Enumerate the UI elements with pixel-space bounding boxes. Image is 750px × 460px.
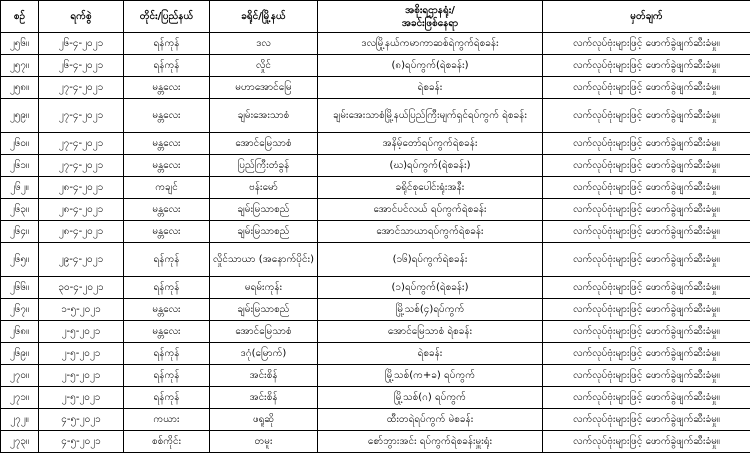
cell-township: အောင်မြေသာစံ <box>210 321 318 343</box>
cell-no: ၂၆၀။ <box>1 133 39 155</box>
cell-location: ခရိုင်စုပေါင်းရုံးအနီး <box>318 177 543 199</box>
cell-region: ရန်ကုန် <box>124 55 210 77</box>
cell-location: ရဲစခန်း <box>318 343 543 365</box>
cell-township: အင်းစိန် <box>210 387 318 409</box>
cell-no: ၂၇၁။ <box>1 387 39 409</box>
cell-remarks: လက်လုပ်ဗုံးများဖြင့် ဖောက်ခွဲဖျက်ဆီးခံမှု။ <box>543 77 750 99</box>
cell-no: ၂၅၉။ <box>1 99 39 133</box>
cell-region: ရန်ကုန် <box>124 33 210 55</box>
table-row <box>1 33 750 55</box>
cell-no: ၂၆၅။ <box>1 243 39 277</box>
table-row <box>1 99 750 133</box>
cell-region: ရန်ကုန် <box>124 243 210 277</box>
cell-region: မန္တလေး <box>124 155 210 177</box>
cell-region: ရန်ကုန် <box>124 343 210 365</box>
cell-date: ၂၇-၄-၂၀၂၁ <box>39 77 124 99</box>
cell-region: မန္တလေး <box>124 77 210 99</box>
cell-location: ဒလမြို့နယ်ကမာကာဆစ်ရဲကွက်ရဲစခန်း <box>318 33 543 55</box>
cell-township: အောင်မြေသာစံ <box>210 133 318 155</box>
cell-township: လှိုင်သာယာ (အနောက်ပိုင်း) <box>210 243 318 277</box>
cell-remarks: လက်လုပ်ဗုံးများဖြင့် ဖောက်ခွဲဖျက်ဆီးခံမှု။ <box>543 155 750 177</box>
cell-no: ၂၅၆။ <box>1 33 39 55</box>
cell-date: ၂-၅-၂၀၂၁ <box>39 365 124 387</box>
cell-no: ၂၆၂။ <box>1 177 39 199</box>
table-body <box>1 33 750 453</box>
cell-region: ရန်ကုန် <box>124 365 210 387</box>
cell-location: (၁၆)ရပ်ကွက်ရဲစခန်း <box>318 243 543 277</box>
cell-township: လှိုင် <box>210 55 318 77</box>
cell-region: မန္တလေး <box>124 133 210 155</box>
cell-no: ၂၆၁။ <box>1 155 39 177</box>
cell-no: ၂၅၈။ <box>1 77 39 99</box>
cell-remarks: လက်လုပ်ဗုံးများဖြင့် ဖောက်ခွဲဖျက်ဆီးခံမှု။ <box>543 431 750 453</box>
cell-no: ၂၆၃။ <box>1 199 39 221</box>
cell-date: ၂၆-၄-၂၀၂၁ <box>39 55 124 77</box>
cell-location: အောင်သာယာရပ်ကွက်ရဲစခန်း <box>318 221 543 243</box>
cell-date: ၄-၅-၂၀၂၁ <box>39 431 124 453</box>
cell-township: ဖရူဆို <box>210 409 318 431</box>
cell-region: ကယား <box>124 409 210 431</box>
cell-date: ၂-၅-၂၀၂၁ <box>39 387 124 409</box>
cell-region: ကချင် <box>124 177 210 199</box>
cell-township: ချမ်းအေးသာစံ <box>210 99 318 133</box>
cell-date: ၂၈-၄-၂၀၂၁ <box>39 177 124 199</box>
table-row <box>1 431 750 453</box>
table-row <box>1 199 750 221</box>
cell-remarks: လက်လုပ်ဗုံးများဖြင့် ဖောက်ခွဲဖျက်ဆီးခံမှု။ <box>543 33 750 55</box>
cell-region: မန္တလေး <box>124 199 210 221</box>
cell-remarks: လက်လုပ်ဗုံးများဖြင့် ဖောက်ခွဲဖျက်ဆီးခံမှု။ <box>543 343 750 365</box>
cell-date: ၂-၅-၂၀၂၁ <box>39 343 124 365</box>
cell-township: တမူး <box>210 431 318 453</box>
cell-region: မန္တလေး <box>124 99 210 133</box>
table-row <box>1 321 750 343</box>
cell-no: ၂၆၉။ <box>1 343 39 365</box>
cell-location: (၈)ရပ်ကွက်(ရဲစခန်း) <box>318 55 543 77</box>
table-row <box>1 155 750 177</box>
cell-location: မြို့သစ်(၄)ရပ်ကွက် <box>318 299 543 321</box>
header-township: ခရိုင်/မြို့နယ် <box>210 1 318 33</box>
table-header-row <box>1 1 750 33</box>
cell-date: ၂-၅-၂၀၂၁ <box>39 321 124 343</box>
cell-region: မန္တလေး <box>124 299 210 321</box>
cell-township: မဟာအောင်မြေ <box>210 77 318 99</box>
cell-no: ၂၆၇။ <box>1 299 39 321</box>
cell-no: ၂၆၆။ <box>1 277 39 299</box>
table-row <box>1 177 750 199</box>
cell-remarks: လက်လုပ်ဗုံးများဖြင့် ဖောက်ခွဲဖျက်ဆီးခံမှု။ <box>543 387 750 409</box>
cell-remarks: လက်လုပ်ဗုံးများဖြင့် ဖောက်ခွဲဖျက်ဆီးခံမှု။ <box>543 409 750 431</box>
table-row <box>1 221 750 243</box>
cell-no: ၂၅၇။ <box>1 55 39 77</box>
table-row <box>1 409 750 431</box>
cell-date: ၂၈-၄-၂၀၂၁ <box>39 221 124 243</box>
cell-township: ဒလ <box>210 33 318 55</box>
cell-location: မြို့သစ်(ဂ) ရပ်ကွက် <box>318 387 543 409</box>
cell-township: ချမ်းမြသာစည် <box>210 221 318 243</box>
cell-date: ၂၇-၄-၂၀၂၁ <box>39 133 124 155</box>
cell-no: ၂၇၃။ <box>1 431 39 453</box>
cell-no: ၂၆၄။ <box>1 221 39 243</box>
cell-date: ၂၇-၄-၂၀၂၁ <box>39 99 124 133</box>
header-region: တိုင်း/ပြည်နယ် <box>124 1 210 33</box>
table-row <box>1 243 750 277</box>
cell-township: ချမ်းမြသာစည် <box>210 299 318 321</box>
cell-date: ၂၉-၄-၂၀၂၁ <box>39 243 124 277</box>
cell-location: (၁)ရပ်ကွက်(ရဲစခန်း) <box>318 277 543 299</box>
table-row <box>1 277 750 299</box>
cell-region: မန္တလေး <box>124 221 210 243</box>
cell-date: ၃၀-၄-၂၀၂၁ <box>39 277 124 299</box>
cell-location: ထီးတရဲရပ်ကွက် မဲစခန်း <box>318 409 543 431</box>
cell-remarks: လက်လုပ်ဗုံးများဖြင့် ဖောက်ခွဲဖျက်ဆီးခံမှု။ <box>543 365 750 387</box>
cell-region: စစ်ကိုင်း <box>124 431 210 453</box>
cell-region: ရန်ကုန် <box>124 387 210 409</box>
cell-township: ဒဂုံ(မြောက်) <box>210 343 318 365</box>
cell-township: ဗန်းမော် <box>210 177 318 199</box>
cell-no: ၂၇၂။ <box>1 409 39 431</box>
table-row <box>1 299 750 321</box>
cell-township: ချမ်းမြသာစည် <box>210 199 318 221</box>
header-location-line1: အစိုးရဌာနရုံး/ <box>405 4 455 16</box>
cell-remarks: လက်လုပ်ဗုံးများဖြင့် ဖောက်ခွဲဖျက်ဆီးခံမှု။ <box>543 199 750 221</box>
cell-remarks: လက်လုပ်ဗုံးများဖြင့် ဖောက်ခွဲဖျက်ဆီးခံမှု။ <box>543 55 750 77</box>
cell-location: စော်ဘွားအင်း ရပ်ကွက်ရဲစခန်းမှူးရုံး <box>318 431 543 453</box>
cell-remarks: လက်လုပ်ဗုံးများဖြင့် ဖောက်ခွဲဖျက်ဆီးခံမှု။ <box>543 243 750 277</box>
cell-date: ၂၇-၄-၂၀၂၁ <box>39 155 124 177</box>
table-row <box>1 343 750 365</box>
cell-remarks: လက်လုပ်ဗုံးများဖြင့် ဖောက်ခွဲဖျက်ဆီးခံမှု။ <box>543 321 750 343</box>
header-no: စဉ် <box>1 1 39 33</box>
cell-date: ၂၆-၄-၂၀၂၁ <box>39 33 124 55</box>
table-row <box>1 133 750 155</box>
cell-location: ရဲစခန်း <box>318 77 543 99</box>
cell-township: အင်းစိန် <box>210 365 318 387</box>
cell-date: ၄-၅-၂၀၂၁ <box>39 409 124 431</box>
cell-no: ၂၇၀။ <box>1 365 39 387</box>
cell-remarks: လက်လုပ်ဗုံးများဖြင့် ဖောက်ခွဲဖျက်ဆီးခံမှု။ <box>543 99 750 133</box>
cell-region: မန္တလေး <box>124 321 210 343</box>
cell-township: မရမ်းကုန်း <box>210 277 318 299</box>
cell-township: ပြည်ကြီးတံခွန် <box>210 155 318 177</box>
cell-remarks: လက်လုပ်ဗုံးများဖြင့် ဖောက်ခွဲဖျက်ဆီးခံမှု။ <box>543 177 750 199</box>
header-remarks: မှတ်ချက် <box>543 1 750 33</box>
table-row <box>1 365 750 387</box>
cell-remarks: လက်လုပ်ဗုံးများဖြင့် ဖောက်ခွဲဖျက်ဆီးခံမှု။ <box>543 299 750 321</box>
cell-remarks: လက်လုပ်ဗုံးများဖြင့် ဖောက်ခွဲဖျက်ဆီးခံမှု။ <box>543 221 750 243</box>
table-row <box>1 55 750 77</box>
cell-location: အနိမ့်တော်ရပ်ကွက်ရဲစခန်း <box>318 133 543 155</box>
header-location-line2: အခင်းဖြစ်နေရာ <box>401 17 459 29</box>
table-row <box>1 77 750 99</box>
cell-no: ၂၆၈။ <box>1 321 39 343</box>
header-location <box>318 1 543 33</box>
table-row <box>1 387 750 409</box>
cell-remarks: လက်လုပ်ဗုံးများဖြင့် ဖောက်ခွဲဖျက်ဆီးခံမှု။ <box>543 133 750 155</box>
cell-date: ၂၈-၄-၂၀၂၁ <box>39 199 124 221</box>
cell-location: မြို့သစ်(က+ခ) ရပ်ကွက် <box>318 365 543 387</box>
cell-location: အောင်မြေသာစံ ရဲစခန်း <box>318 321 543 343</box>
cell-location: (ဃ)ရပ်ကွက်(ရဲစခန်း) <box>318 155 543 177</box>
cell-location: အောင်ပင်လယ် ရပ်ကွက်ရဲစခန်း <box>318 199 543 221</box>
header-date: ရက်စွဲ <box>39 1 124 33</box>
cell-remarks: လက်လုပ်ဗုံးများဖြင့် ဖောက်ခွဲဖျက်ဆီးခံမှု။ <box>543 277 750 299</box>
cell-date: ၁-၅-၂၀၂၁ <box>39 299 124 321</box>
cell-region: ရန်ကုန် <box>124 277 210 299</box>
cell-location: ချမ်းအေးသာစံမြို့နယ်ပြည်ကြီးမျက်ရှင်ရပ်ကွက် ရဲစခန်း <box>318 99 543 133</box>
